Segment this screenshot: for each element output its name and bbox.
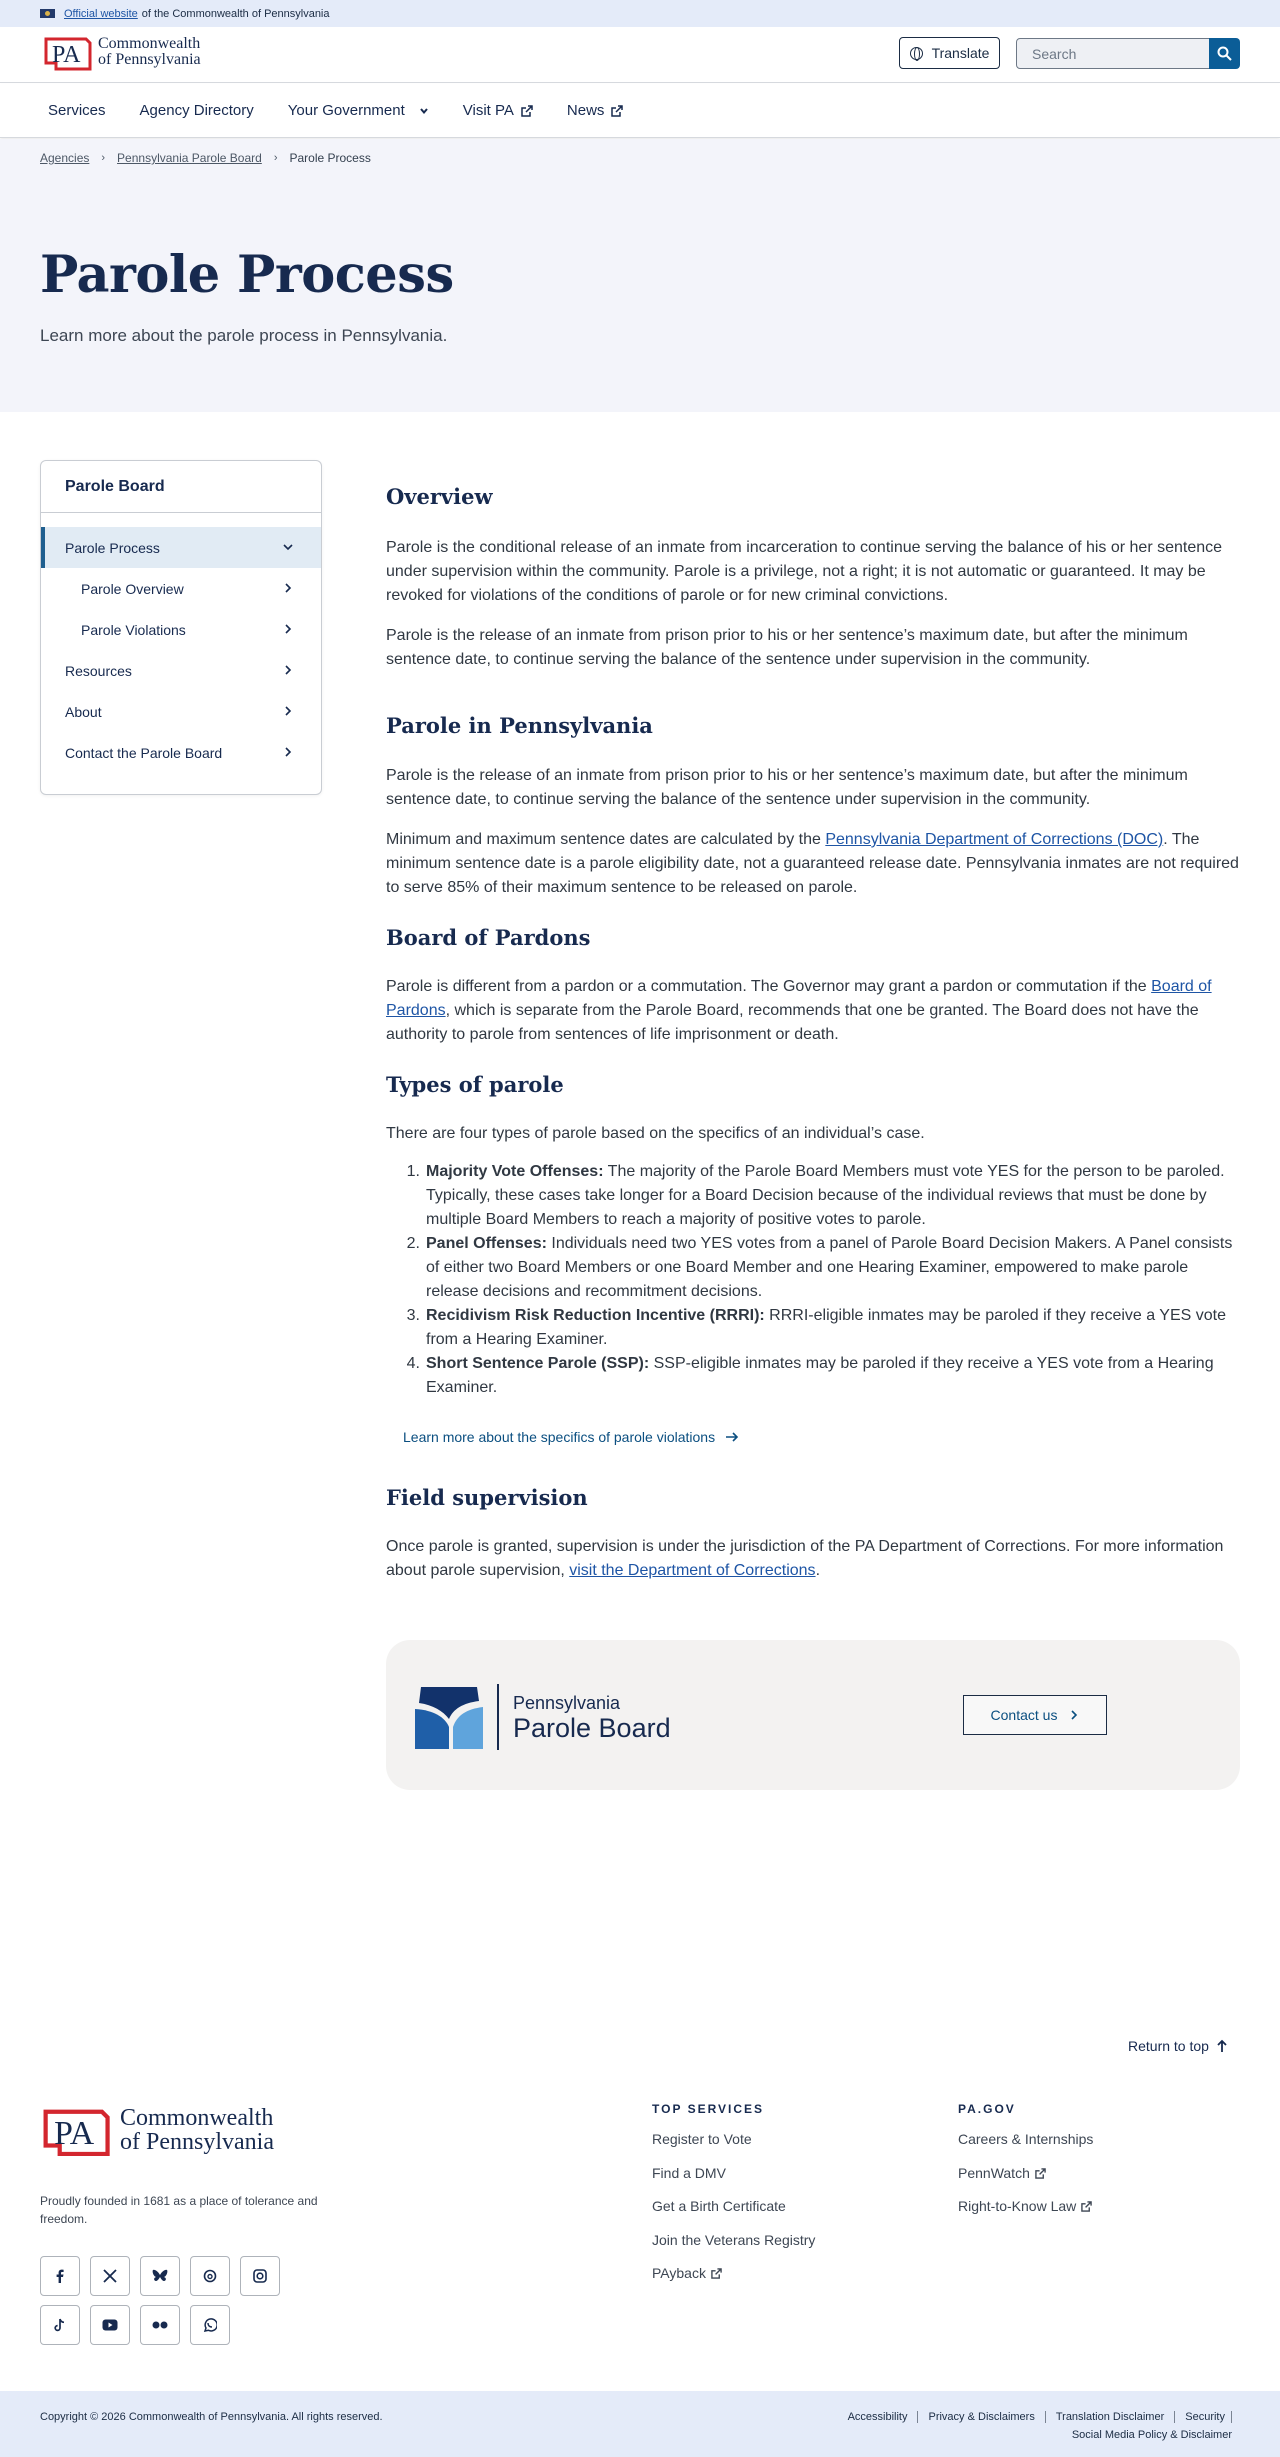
sidebar-item-contact[interactable]: Contact the Parole Board (41, 732, 321, 773)
translate-button[interactable] (899, 37, 1000, 69)
instagram-icon[interactable] (240, 2256, 280, 2296)
x-icon[interactable] (90, 2256, 130, 2296)
field-supervision-paragraph: Once parole is granted, supervision is under the jurisdiction of the PA Department of Corrections. For more information about parole supervision, visit the Department of Corrections. (386, 1538, 1224, 1579)
flickr-icon[interactable] (140, 2305, 180, 2345)
page-hero (0, 139, 1280, 412)
footer-link-pennwatch[interactable]: PennWatch (958, 2165, 1046, 2181)
breadcrumb-current: Parole Process (289, 151, 371, 165)
list-item: 4. Short Sentence Parole (SSP): SSP-eligible inmates may be paroled if they receive a YES vote from a Hearing Examiner. (406, 1355, 1214, 1396)
youtube-icon[interactable] (90, 2305, 130, 2345)
learn-more-parole-violations-link[interactable]: Learn more about the specifics of parole violations (403, 1429, 739, 1445)
external-link-icon (1035, 2168, 1046, 2179)
chevron-down-icon (419, 106, 429, 116)
overview-paragraph-2: Parole is the release of an inmate from prison prior to his or her sentence’s maximum date, but after the minimum sentence date, to continue serving the balance of the sentence under supervision in the community. (386, 627, 1188, 668)
copyright-text: Copyright © 2026 Commonwealth of Pennsylvania. All rights reserved. (40, 2411, 383, 2423)
search-input[interactable]: Search (1016, 38, 1210, 69)
nav-your-government[interactable]: Your Government (288, 102, 429, 119)
arrow-up-icon (1215, 2039, 1229, 2053)
page-subtitle: Learn more about the parole process in Pennsylvania. (40, 326, 448, 345)
parole-board-logo-icon (413, 1683, 485, 1753)
nav-services[interactable]: Services (48, 102, 106, 119)
chevron-right-icon (282, 705, 294, 717)
parole-in-pa-paragraph-2: Minimum and maximum sentence dates are calculated by the Pennsylvania Department of Corrections (DOC). The minimum sentence date is a parole eligibility date, not a guaranteed release date. Pennsylvania inmates are not required to serve 85% of their maximum sentence to be released on parole. (386, 831, 1239, 896)
parole-in-pa-paragraph-1: Parole is the release of an inmate from prison prior to his or her sentence’s maximum date, but after the minimum sentence date, to continue serving the balance of the sentence under supervision in the community. (386, 767, 1188, 808)
footer-logo-line2: of Pennsylvania (120, 2129, 274, 2155)
pa-keystone-icon (42, 31, 96, 73)
chevron-right-icon (282, 746, 294, 758)
list-item: 2. Panel Offenses: Individuals need two YES votes from a panel of Parole Board Decision Makers. A Panel consists of either two Board Members or one Board Member and one Hearing Examiner, empowered to make parole release decisions and recommitment decisions. (406, 1235, 1233, 1300)
breadcrumb-parole-board[interactable]: Pennsylvania Parole Board (117, 151, 262, 165)
types-of-parole-heading: Types of parole (386, 1072, 564, 1097)
sidebar-item-parole-process[interactable]: Parole Process (41, 527, 321, 568)
breadcrumb (40, 151, 371, 165)
footer-link-birth-certificate[interactable]: Get a Birth Certificate (652, 2198, 786, 2214)
chevron-down-icon (282, 541, 294, 553)
sidebar-title[interactable]: Parole Board (41, 461, 321, 513)
whatsapp-icon[interactable] (190, 2305, 230, 2345)
footer-pa-logo[interactable] (40, 2100, 274, 2160)
footer-link-accessibility[interactable]: Accessibility (838, 2411, 919, 2423)
pa-flag-icon (40, 9, 55, 18)
overview-paragraph-1: Parole is the conditional release of an inmate from incarceration to continue serving the balance of his or her sentence under supervision within the community. Parole is a privilege, not a right; it is not automatic or guaranteed. It may be revoked for violations of the conditions of parole or for new criminal convictions. (386, 539, 1223, 604)
promo-name-bottom: Parole Board (513, 1713, 671, 1743)
search-icon (1217, 46, 1232, 61)
sidebar-item-parole-violations[interactable]: Parole Violations (41, 609, 321, 650)
types-of-parole-intro: There are four types of parole based on the specifics of an individual’s case. (386, 1125, 925, 1142)
external-link-icon (521, 105, 533, 117)
sidebar-item-parole-overview[interactable]: Parole Overview (41, 568, 321, 609)
footer-logo-line1: Commonwealth (120, 2105, 274, 2131)
official-banner-text: of the Commonwealth of Pennsylvania (141, 7, 330, 20)
chevron-right-icon (1069, 1710, 1079, 1720)
chevron-right-icon (282, 623, 294, 635)
board-of-pardons-paragraph: Parole is different from a pardon or a commutation. The Governor may grant a pardon or commutation if the Board of Pardons, which is separate from the Parole Board, recommends that one be granted. The Board does not have the authority to parole from sentences of life imprisonment or death. (386, 978, 1212, 1043)
breadcrumb-agencies[interactable]: Agencies (40, 151, 90, 165)
nav-agency-directory[interactable]: Agency Directory (139, 102, 254, 119)
parole-board-contact-card (386, 1640, 1240, 1790)
footer-motto: Proudly founded in 1681 as a place of tolerance and freedom. (40, 2194, 318, 2226)
external-link-icon (611, 105, 623, 117)
footer-link-social-media-policy[interactable]: Social Media Policy & Disclaimer (1071, 2429, 1232, 2441)
page-title: Parole Process (40, 245, 454, 305)
parole-in-pa-heading: Parole in Pennsylvania (386, 713, 653, 738)
footer-link-security[interactable]: Security (1175, 2411, 1232, 2423)
pagov-title: PA.GOV (958, 2102, 1016, 2116)
footer-link-veterans-registry[interactable]: Join the Veterans Registry (652, 2232, 816, 2248)
board-of-pardons-link[interactable]: Board of Pardons (386, 978, 1212, 1019)
top-services-title: TOP SERVICES (652, 2102, 765, 2116)
types-of-parole-list (386, 1160, 1242, 1400)
translate-label: Translate (931, 45, 990, 61)
threads-icon[interactable] (190, 2256, 230, 2296)
logo-line1: Commonwealth (98, 35, 201, 52)
footer-bottom-bar (0, 2391, 1280, 2457)
sidebar-item-about[interactable]: About (41, 691, 321, 732)
tiktok-icon[interactable] (40, 2305, 80, 2345)
board-of-pardons-heading: Board of Pardons (386, 925, 591, 950)
official-banner (0, 0, 1280, 27)
logo-line2: of Pennsylvania (98, 51, 201, 68)
contact-us-button[interactable]: Contact us (963, 1695, 1107, 1735)
promo-name-top: Pennsylvania (513, 1693, 621, 1713)
footer-link-find-dmv[interactable]: Find a DMV (652, 2165, 726, 2181)
chevron-right-icon: › (101, 152, 106, 164)
list-item: 3. Recidivism Risk Reduction Incentive (RRRI): RRRI-eligible inmates may be paroled if they receive a YES vote from a Hearing Examiner. (406, 1307, 1226, 1348)
pa-keystone-icon (40, 2100, 116, 2160)
globe-icon (910, 47, 923, 60)
nav-visit-pa[interactable]: Visit PA (463, 102, 533, 119)
main-nav (0, 84, 1280, 138)
overview-heading: Overview (386, 484, 493, 509)
chevron-right-icon (282, 664, 294, 676)
arrow-right-icon (725, 1430, 739, 1444)
return-to-top-link[interactable]: Return to top (1128, 2038, 1229, 2054)
facebook-icon[interactable] (40, 2256, 80, 2296)
footer-link-translation-disclaimer[interactable]: Translation Disclaimer (1046, 2411, 1175, 2423)
official-website-link[interactable]: Official website (64, 7, 138, 20)
footer-link-right-to-know[interactable]: Right-to-Know Law (958, 2198, 1092, 2214)
sidebar-nav (40, 460, 322, 795)
list-item: 1. Majority Vote Offenses: The majority of the Parole Board Members must vote YES for the person to be paroled. Typically, these cases take longer for a Board Decision because of the individual reviews that must be done by multiple Board Members to reach a majority of positive votes to parole. (406, 1163, 1225, 1228)
footer-link-careers[interactable]: Careers & Internships (958, 2131, 1094, 2147)
field-supervision-heading: Field supervision (386, 1485, 588, 1510)
search-button[interactable] (1209, 38, 1240, 69)
sidebar-item-resources[interactable]: Resources (41, 650, 321, 691)
promo-divider (497, 1684, 499, 1750)
footer-link-register-to-vote[interactable]: Register to Vote (652, 2131, 752, 2147)
pa-logo[interactable] (42, 31, 201, 73)
nav-news[interactable]: News (567, 102, 624, 119)
site-header (0, 27, 1280, 83)
department-of-corrections-link[interactable]: visit the Department of Corrections (569, 1562, 816, 1579)
doc-link[interactable]: Pennsylvania Department of Corrections (DOC) (825, 831, 1164, 848)
svg-text:PA: PA (54, 2115, 95, 2153)
footer-link-payback[interactable]: PAyback (652, 2265, 722, 2281)
external-link-icon (1081, 2201, 1092, 2212)
legal-links (838, 2411, 1232, 2423)
svg-text:PA: PA (52, 42, 81, 68)
footer-link-privacy[interactable]: Privacy & Disclaimers (918, 2411, 1045, 2423)
chevron-right-icon: › (273, 152, 278, 164)
bluesky-icon[interactable] (140, 2256, 180, 2296)
chevron-right-icon (282, 582, 294, 594)
external-link-icon (711, 2268, 722, 2279)
